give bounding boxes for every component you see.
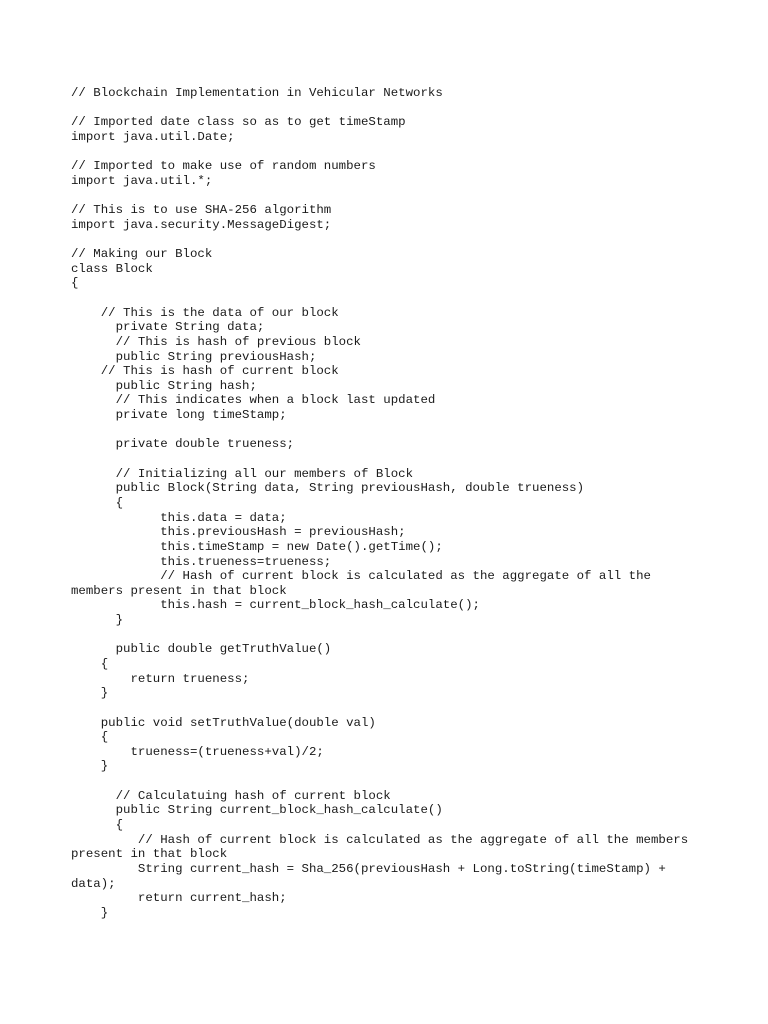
code-line: present in that block [71,847,228,862]
code-line: this.timeStamp = new Date().getTime(); [71,539,443,554]
code-line: // This indicates when a block last updated [71,393,436,408]
code-line: // This is hash of current block [71,364,339,379]
code-block [71,86,751,921]
code-line: public String previousHash; [71,349,317,364]
code-line: } [71,759,109,774]
code-line: this.data = data; [71,510,287,525]
code-line: // Calculatuing hash of current block [71,788,391,803]
code-line: members present in that block [71,583,287,598]
code-line: String current_hash = Sha_256(previousHash + Long.toString(timeStamp) + [71,861,666,876]
code-line: this.trueness=trueness; [71,554,332,569]
code-line: public Block(String data, String previousHash, double trueness) [71,481,585,496]
blank-line [71,188,751,203]
code-line: { [71,818,124,833]
code-line: private double trueness; [71,437,295,452]
code-line: return trueness; [71,671,250,686]
code-line: { [71,276,79,291]
code-line: // Making our Block [71,247,213,262]
code-line: // This is to use SHA-256 algorithm [71,203,332,218]
code-line: data); [71,876,116,891]
code-line: public String hash; [71,378,257,393]
code-line: public double getTruthValue() [71,642,332,657]
code-line: class Block [71,261,153,276]
code-line: } [71,686,109,701]
blank-line [71,145,751,160]
code-line: import java.security.MessageDigest; [71,217,332,232]
code-line: { [71,495,124,510]
code-line: { [71,656,109,671]
blank-line [71,452,751,467]
code-line: // This is hash of previous block [71,334,361,349]
code-line: } [71,613,124,628]
code-line: // Imported date class so as to get timeStamp [71,115,406,130]
blank-line [71,701,751,716]
code-line: // Hash of current block is calculated as the aggregate of all the members [71,832,689,847]
code-line: public String current_block_hash_calculate() [71,803,443,818]
blank-line [71,628,751,643]
code-line: this.previousHash = previousHash; [71,525,406,540]
code-line: public void setTruthValue(double val) [71,715,376,730]
code-line: import java.util.Date; [71,129,235,144]
code-line: import java.util.*; [71,173,213,188]
code-line: trueness=(trueness+val)/2; [71,744,324,759]
code-line: return current_hash; [71,891,287,906]
code-line: { [71,730,109,745]
code-line: // Initializing all our members of Block [71,466,414,481]
blank-line [71,774,751,789]
code-line: // Hash of current block is calculated as the aggregate of all the [71,569,651,584]
blank-line [71,232,751,247]
blank-line [71,101,751,116]
blank-line [71,423,751,438]
code-line: private String data; [71,320,265,335]
code-line: this.hash = current_block_hash_calculate(); [71,598,480,613]
code-line: // Blockchain Implementation in Vehicular Networks [71,86,443,100]
code-line: // Imported to make use of random numbers [71,159,376,174]
code-line: private long timeStamp; [71,408,287,423]
code-line: } [71,905,109,920]
code-line: // This is the data of our block [71,305,339,320]
blank-line [71,291,751,306]
